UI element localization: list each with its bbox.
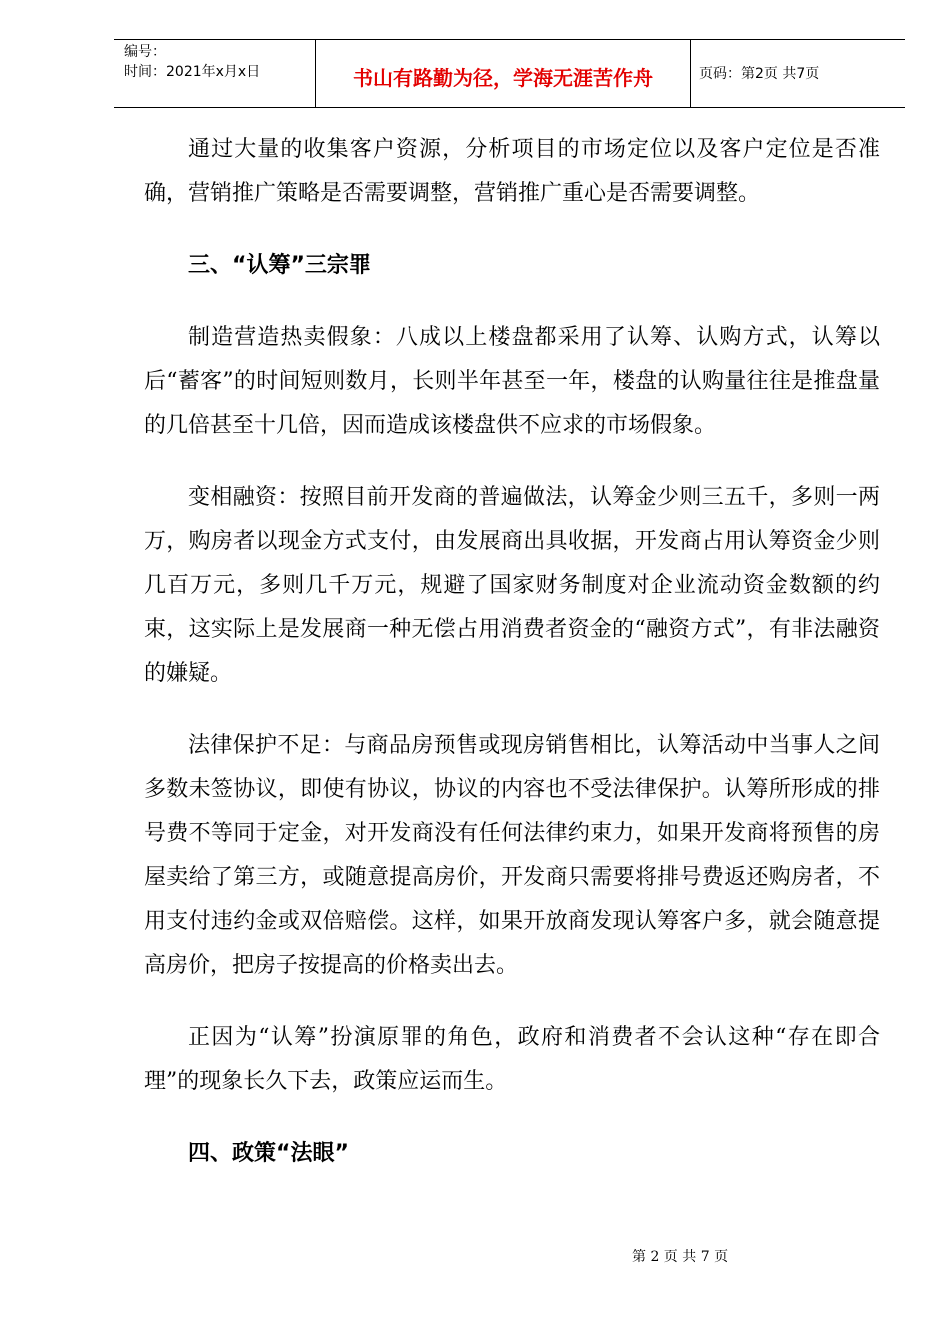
paragraph: 制造营造热卖假象：八成以上楼盘都采用了认筹、认购方式，认筹以后“蓄客”的时间短则数月，长则半年甚至一年，楼盘的认购量往往是推盘量的几倍甚至十几倍，因而造成该楼盘供不应求的市场假象。 [144,325,880,438]
paragraph: 法律保护不足：与商品房预售或现房销售相比，认筹活动中当事人之间多数未签协议，即使有协议，协议的内容也不受法律保护。认筹所形成的排号费不等同于定金，对开发商没有任何法律约束力，如果开发商将预售的房屋卖给了第三方，或随意提高房价，开发商只需要将排号费返还购房者，不用支付违约金或双倍赔偿。这样，如果开放商发现认筹客户多，就会随意提高房价，把房子按提高的价格卖出去。 [144,733,880,978]
header-page-label: 页码：第2页 共7页 [699,66,820,82]
document-body [144,128,880,1176]
page-header [114,39,905,108]
paragraph: 通过大量的收集客户资源，分析项目的市场定位以及客户定位是否准确，营销推广策略是否需要调整，营销推广重心是否需要调整。 [144,137,880,206]
code-label: 编号： [124,44,166,60]
paragraph: 正因为“认筹”扮演原罪的角色，政府和消费者不会认这种“存在即合理”的现象长久下去，政策应运而生。 [144,1025,880,1094]
section-heading: 三、“认筹”三宗罪 [188,253,371,278]
header-motto-cell [316,40,691,107]
time-label: 时间：2021年x月x日 [124,64,261,80]
section-heading: 四、政策“法眼” [188,1141,349,1166]
header-meta [114,40,316,107]
paragraph: 变相融资：按照目前开发商的普遍做法，认筹金少则三五千，多则一两万，购房者以现金方式支付，由发展商出具收据，开发商占用认筹资金少则几百万元，多则几千万元，规避了国家财务制度对企业流动资金数额的约束，这实际上是发展商一种无偿占用消费者资金的“融资方式”，有非法融资的嫌疑。 [144,485,880,686]
motto: 书山有路勤为径，学海无涯苦作舟 [353,66,653,90]
page-footer: 第 2 页 共 7 页 [632,1249,729,1265]
